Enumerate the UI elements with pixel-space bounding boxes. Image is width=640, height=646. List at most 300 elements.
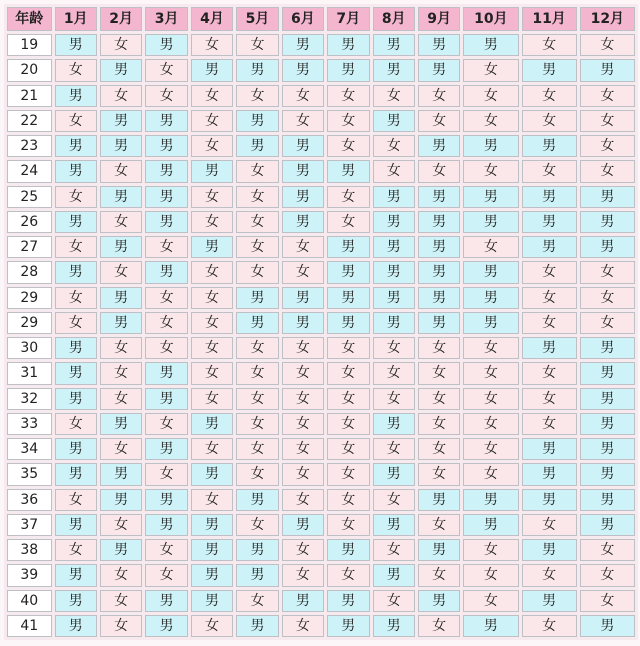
gender-cell: 女	[191, 388, 233, 410]
gender-cell: 女	[373, 362, 415, 384]
gender-cell: 女	[418, 413, 460, 435]
gender-cell: 男	[580, 489, 635, 511]
gender-cell: 女	[327, 438, 369, 460]
gender-cell: 男	[55, 463, 97, 485]
gender-cell: 女	[100, 211, 142, 233]
gender-cell: 女	[373, 160, 415, 182]
gender-cell: 女	[282, 463, 324, 485]
gender-cell: 男	[236, 287, 278, 309]
gender-cell: 女	[100, 438, 142, 460]
table-row	[7, 261, 635, 283]
gender-cell: 男	[55, 362, 97, 384]
gender-cell: 男	[236, 312, 278, 334]
gender-cell: 男	[55, 211, 97, 233]
gender-cell: 女	[282, 438, 324, 460]
gender-cell: 男	[580, 463, 635, 485]
gender-cell: 男	[327, 236, 369, 258]
gender-cell: 女	[418, 362, 460, 384]
age-cell: 29	[7, 312, 52, 334]
gender-cell: 男	[522, 186, 577, 208]
gender-cell: 男	[282, 59, 324, 81]
header-month-4: 4月	[191, 7, 233, 31]
gender-cell: 女	[418, 85, 460, 107]
gender-cell: 男	[55, 564, 97, 586]
gender-cell: 女	[327, 413, 369, 435]
gender-cell: 男	[373, 186, 415, 208]
header-month-5: 5月	[236, 7, 278, 31]
gender-cell: 男	[373, 413, 415, 435]
header-month-2: 2月	[100, 7, 142, 31]
gender-cell: 女	[145, 85, 187, 107]
gender-cell: 男	[327, 34, 369, 56]
gender-cell: 女	[55, 413, 97, 435]
gender-cell: 男	[463, 312, 518, 334]
gender-cell: 男	[145, 388, 187, 410]
gender-cell: 女	[282, 615, 324, 637]
gender-cell: 女	[282, 337, 324, 359]
gender-cell: 女	[236, 463, 278, 485]
gender-cell: 女	[327, 362, 369, 384]
gender-cell: 女	[522, 362, 577, 384]
gender-cell: 男	[463, 211, 518, 233]
gender-cell: 女	[100, 362, 142, 384]
gender-cell: 男	[580, 211, 635, 233]
gender-cell: 女	[580, 85, 635, 107]
gender-cell: 男	[55, 85, 97, 107]
gender-cell: 男	[191, 413, 233, 435]
gender-cell: 女	[236, 261, 278, 283]
gender-cell: 男	[282, 312, 324, 334]
gender-cell: 女	[282, 236, 324, 258]
gender-cell: 男	[145, 186, 187, 208]
gender-cell: 女	[55, 186, 97, 208]
age-cell: 28	[7, 261, 52, 283]
gender-cell: 男	[418, 261, 460, 283]
gender-cell: 女	[55, 59, 97, 81]
gender-cell: 女	[463, 388, 518, 410]
gender-cell: 女	[580, 539, 635, 561]
gender-cell: 男	[373, 34, 415, 56]
table-row	[7, 59, 635, 81]
gender-cell: 女	[191, 615, 233, 637]
gender-cell: 女	[522, 261, 577, 283]
gender-cell: 女	[580, 110, 635, 132]
gender-cell: 男	[191, 590, 233, 612]
age-cell: 39	[7, 564, 52, 586]
gender-cell: 女	[522, 34, 577, 56]
gender-cell: 女	[282, 362, 324, 384]
gender-cell: 男	[522, 211, 577, 233]
gender-cell: 男	[100, 186, 142, 208]
gender-cell: 女	[236, 388, 278, 410]
gender-cell: 女	[100, 337, 142, 359]
gender-cell: 男	[522, 59, 577, 81]
gender-cell: 男	[418, 211, 460, 233]
gender-cell: 女	[145, 287, 187, 309]
gender-cell: 女	[418, 514, 460, 536]
gender-cell: 女	[418, 160, 460, 182]
gender-cell: 男	[373, 59, 415, 81]
gender-cell: 女	[100, 564, 142, 586]
table-body	[7, 34, 635, 637]
gender-cell: 男	[191, 236, 233, 258]
gender-cell: 男	[418, 590, 460, 612]
gender-cell: 女	[145, 312, 187, 334]
gender-cell: 男	[236, 539, 278, 561]
gender-cell: 女	[191, 135, 233, 157]
gender-cell: 男	[580, 236, 635, 258]
gender-cell: 女	[191, 287, 233, 309]
gender-cell: 女	[418, 110, 460, 132]
gender-cell: 男	[55, 615, 97, 637]
gender-cell: 女	[580, 590, 635, 612]
gender-cell: 男	[236, 564, 278, 586]
gender-cell: 女	[327, 85, 369, 107]
gender-cell: 男	[100, 463, 142, 485]
gender-cell: 女	[580, 312, 635, 334]
gender-cell: 女	[580, 34, 635, 56]
gender-cell: 女	[463, 564, 518, 586]
gender-cell: 女	[236, 337, 278, 359]
gender-cell: 女	[327, 489, 369, 511]
gender-cell: 男	[191, 463, 233, 485]
gender-cell: 女	[100, 388, 142, 410]
age-cell: 21	[7, 85, 52, 107]
table-row	[7, 539, 635, 561]
table-row	[7, 312, 635, 334]
gender-cell: 女	[373, 337, 415, 359]
age-cell: 22	[7, 110, 52, 132]
gender-cell: 男	[373, 615, 415, 637]
gender-cell: 女	[327, 337, 369, 359]
table-row	[7, 160, 635, 182]
gender-cell: 女	[418, 463, 460, 485]
gender-cell: 女	[463, 85, 518, 107]
gender-cell: 男	[418, 312, 460, 334]
gender-cell: 男	[373, 463, 415, 485]
gender-cell: 男	[463, 135, 518, 157]
gender-cell: 男	[145, 160, 187, 182]
gender-cell: 男	[145, 261, 187, 283]
header-month-7: 7月	[327, 7, 369, 31]
header-age: 年龄	[7, 7, 52, 31]
gender-cell: 男	[522, 135, 577, 157]
gender-cell: 男	[418, 489, 460, 511]
age-cell: 40	[7, 590, 52, 612]
gender-cell: 男	[282, 34, 324, 56]
table-row	[7, 85, 635, 107]
gender-cell: 女	[236, 590, 278, 612]
gender-cell: 男	[418, 186, 460, 208]
gender-cell: 男	[580, 413, 635, 435]
gender-cell: 女	[463, 337, 518, 359]
gender-cell: 男	[282, 186, 324, 208]
gender-cell: 女	[282, 564, 324, 586]
gender-cell: 男	[418, 59, 460, 81]
table-row	[7, 438, 635, 460]
gender-cell: 男	[236, 59, 278, 81]
gender-cell: 男	[463, 287, 518, 309]
gender-cell: 男	[282, 287, 324, 309]
table-row	[7, 186, 635, 208]
gender-cell: 女	[145, 413, 187, 435]
gender-cell: 女	[282, 388, 324, 410]
header-month-3: 3月	[145, 7, 187, 31]
gender-prediction-table	[4, 4, 638, 640]
gender-cell: 女	[522, 110, 577, 132]
gender-cell: 女	[327, 135, 369, 157]
gender-cell: 男	[373, 211, 415, 233]
gender-cell: 女	[463, 59, 518, 81]
gender-cell: 女	[418, 564, 460, 586]
gender-cell: 女	[282, 85, 324, 107]
gender-cell: 女	[145, 236, 187, 258]
gender-cell: 女	[100, 615, 142, 637]
age-cell: 38	[7, 539, 52, 561]
age-cell: 32	[7, 388, 52, 410]
age-cell: 23	[7, 135, 52, 157]
gender-cell: 男	[55, 514, 97, 536]
gender-cell: 男	[580, 337, 635, 359]
gender-cell: 男	[463, 514, 518, 536]
gender-cell: 男	[191, 564, 233, 586]
gender-cell: 男	[463, 261, 518, 283]
gender-cell: 女	[373, 85, 415, 107]
gender-cell: 女	[55, 287, 97, 309]
age-cell: 31	[7, 362, 52, 384]
table-row	[7, 463, 635, 485]
gender-cell: 女	[236, 85, 278, 107]
gender-cell: 男	[373, 312, 415, 334]
gender-cell: 男	[100, 236, 142, 258]
gender-cell: 女	[55, 312, 97, 334]
gender-cell: 男	[282, 135, 324, 157]
gender-cell: 男	[373, 236, 415, 258]
gender-cell: 女	[191, 186, 233, 208]
gender-cell: 男	[522, 590, 577, 612]
table-row	[7, 362, 635, 384]
gender-cell: 男	[145, 489, 187, 511]
gender-cell: 女	[373, 590, 415, 612]
gender-cell: 女	[191, 337, 233, 359]
gender-cell: 男	[463, 489, 518, 511]
gender-cell: 男	[236, 110, 278, 132]
table-row	[7, 287, 635, 309]
age-cell: 25	[7, 186, 52, 208]
age-cell: 20	[7, 59, 52, 81]
gender-cell: 男	[418, 34, 460, 56]
gender-cell: 男	[580, 186, 635, 208]
gender-cell: 男	[145, 211, 187, 233]
gender-cell: 男	[373, 564, 415, 586]
table-row	[7, 110, 635, 132]
gender-cell: 男	[418, 236, 460, 258]
gender-cell: 男	[100, 413, 142, 435]
gender-cell: 男	[282, 211, 324, 233]
gender-cell: 女	[191, 438, 233, 460]
gender-cell: 男	[327, 59, 369, 81]
table-row	[7, 34, 635, 56]
gender-cell: 女	[373, 438, 415, 460]
gender-cell: 男	[282, 590, 324, 612]
gender-cell: 男	[55, 438, 97, 460]
gender-cell: 女	[463, 236, 518, 258]
gender-cell: 女	[145, 59, 187, 81]
gender-cell: 男	[463, 186, 518, 208]
age-cell: 41	[7, 615, 52, 637]
gender-cell: 女	[373, 135, 415, 157]
gender-cell: 女	[522, 160, 577, 182]
gender-cell: 女	[580, 160, 635, 182]
gender-cell: 男	[191, 160, 233, 182]
gender-cell: 男	[418, 135, 460, 157]
gender-cell: 男	[191, 539, 233, 561]
gender-cell: 男	[327, 261, 369, 283]
gender-cell: 男	[522, 337, 577, 359]
gender-cell: 男	[145, 438, 187, 460]
gender-cell: 男	[55, 388, 97, 410]
gender-cell: 女	[522, 312, 577, 334]
gender-cell: 男	[191, 59, 233, 81]
gender-cell: 女	[191, 34, 233, 56]
gender-cell: 女	[236, 160, 278, 182]
gender-cell: 女	[55, 489, 97, 511]
gender-cell: 男	[580, 514, 635, 536]
gender-cell: 女	[522, 615, 577, 637]
header-month-12: 12月	[580, 7, 635, 31]
gender-cell: 女	[236, 211, 278, 233]
gender-cell: 男	[580, 438, 635, 460]
gender-cell: 女	[327, 463, 369, 485]
gender-cell: 女	[282, 413, 324, 435]
gender-cell: 女	[327, 514, 369, 536]
gender-cell: 男	[100, 110, 142, 132]
gender-cell: 女	[522, 388, 577, 410]
gender-cell: 男	[145, 590, 187, 612]
gender-cell: 女	[55, 110, 97, 132]
gender-cell: 女	[522, 413, 577, 435]
gender-cell: 男	[282, 514, 324, 536]
header-month-1: 1月	[55, 7, 97, 31]
gender-cell: 女	[522, 514, 577, 536]
gender-cell: 女	[100, 590, 142, 612]
table-row	[7, 337, 635, 359]
gender-cell: 男	[373, 287, 415, 309]
gender-cell: 女	[580, 261, 635, 283]
gender-cell: 女	[236, 186, 278, 208]
header-month-11: 11月	[522, 7, 577, 31]
gender-cell: 女	[236, 438, 278, 460]
gender-cell: 男	[145, 135, 187, 157]
gender-cell: 女	[100, 261, 142, 283]
gender-cell: 男	[145, 362, 187, 384]
gender-cell: 男	[327, 160, 369, 182]
header-month-6: 6月	[282, 7, 324, 31]
gender-cell: 男	[522, 489, 577, 511]
gender-cell: 男	[522, 438, 577, 460]
gender-cell: 女	[145, 463, 187, 485]
table-row	[7, 489, 635, 511]
gender-cell: 女	[580, 287, 635, 309]
gender-cell: 女	[282, 110, 324, 132]
gender-cell: 女	[580, 135, 635, 157]
header-month-10: 10月	[463, 7, 518, 31]
age-cell: 29	[7, 287, 52, 309]
gender-cell: 男	[236, 135, 278, 157]
gender-cell: 男	[55, 590, 97, 612]
age-cell: 33	[7, 413, 52, 435]
gender-cell: 男	[463, 615, 518, 637]
table-row	[7, 564, 635, 586]
gender-cell: 女	[236, 34, 278, 56]
gender-cell: 男	[580, 362, 635, 384]
table-row	[7, 615, 635, 637]
gender-cell: 男	[522, 463, 577, 485]
gender-cell: 女	[145, 564, 187, 586]
gender-cell: 男	[327, 287, 369, 309]
gender-cell: 女	[463, 539, 518, 561]
gender-cell: 男	[522, 236, 577, 258]
gender-cell: 女	[282, 539, 324, 561]
gender-cell: 女	[463, 110, 518, 132]
gender-cell: 男	[55, 34, 97, 56]
gender-cell: 男	[327, 312, 369, 334]
gender-cell: 男	[145, 615, 187, 637]
age-cell: 19	[7, 34, 52, 56]
gender-cell: 女	[373, 388, 415, 410]
gender-cell: 男	[145, 110, 187, 132]
gender-cell: 女	[100, 34, 142, 56]
gender-cell: 男	[327, 615, 369, 637]
gender-cell: 女	[236, 236, 278, 258]
header-month-8: 8月	[373, 7, 415, 31]
gender-cell: 男	[100, 489, 142, 511]
gender-cell: 女	[327, 211, 369, 233]
gender-cell: 女	[191, 489, 233, 511]
gender-cell: 男	[236, 615, 278, 637]
gender-cell: 男	[282, 160, 324, 182]
age-cell: 30	[7, 337, 52, 359]
gender-cell: 男	[327, 590, 369, 612]
gender-cell: 女	[191, 312, 233, 334]
header-row	[7, 7, 635, 31]
gender-cell: 男	[580, 388, 635, 410]
gender-cell: 男	[327, 539, 369, 561]
gender-cell: 男	[145, 34, 187, 56]
gender-cell: 男	[191, 514, 233, 536]
gender-cell: 女	[191, 85, 233, 107]
gender-cell: 女	[282, 261, 324, 283]
gender-cell: 女	[522, 287, 577, 309]
gender-cell: 男	[418, 287, 460, 309]
gender-cell: 女	[236, 362, 278, 384]
table-row	[7, 514, 635, 536]
gender-cell: 女	[327, 564, 369, 586]
age-cell: 36	[7, 489, 52, 511]
gender-cell: 女	[282, 489, 324, 511]
gender-cell: 男	[236, 489, 278, 511]
gender-cell: 女	[55, 539, 97, 561]
gender-cell: 男	[100, 287, 142, 309]
header-month-9: 9月	[418, 7, 460, 31]
age-cell: 27	[7, 236, 52, 258]
gender-cell: 女	[100, 85, 142, 107]
gender-cell: 女	[373, 539, 415, 561]
gender-cell: 女	[580, 564, 635, 586]
gender-cell: 女	[418, 615, 460, 637]
gender-cell: 女	[100, 160, 142, 182]
gender-cell: 女	[463, 463, 518, 485]
